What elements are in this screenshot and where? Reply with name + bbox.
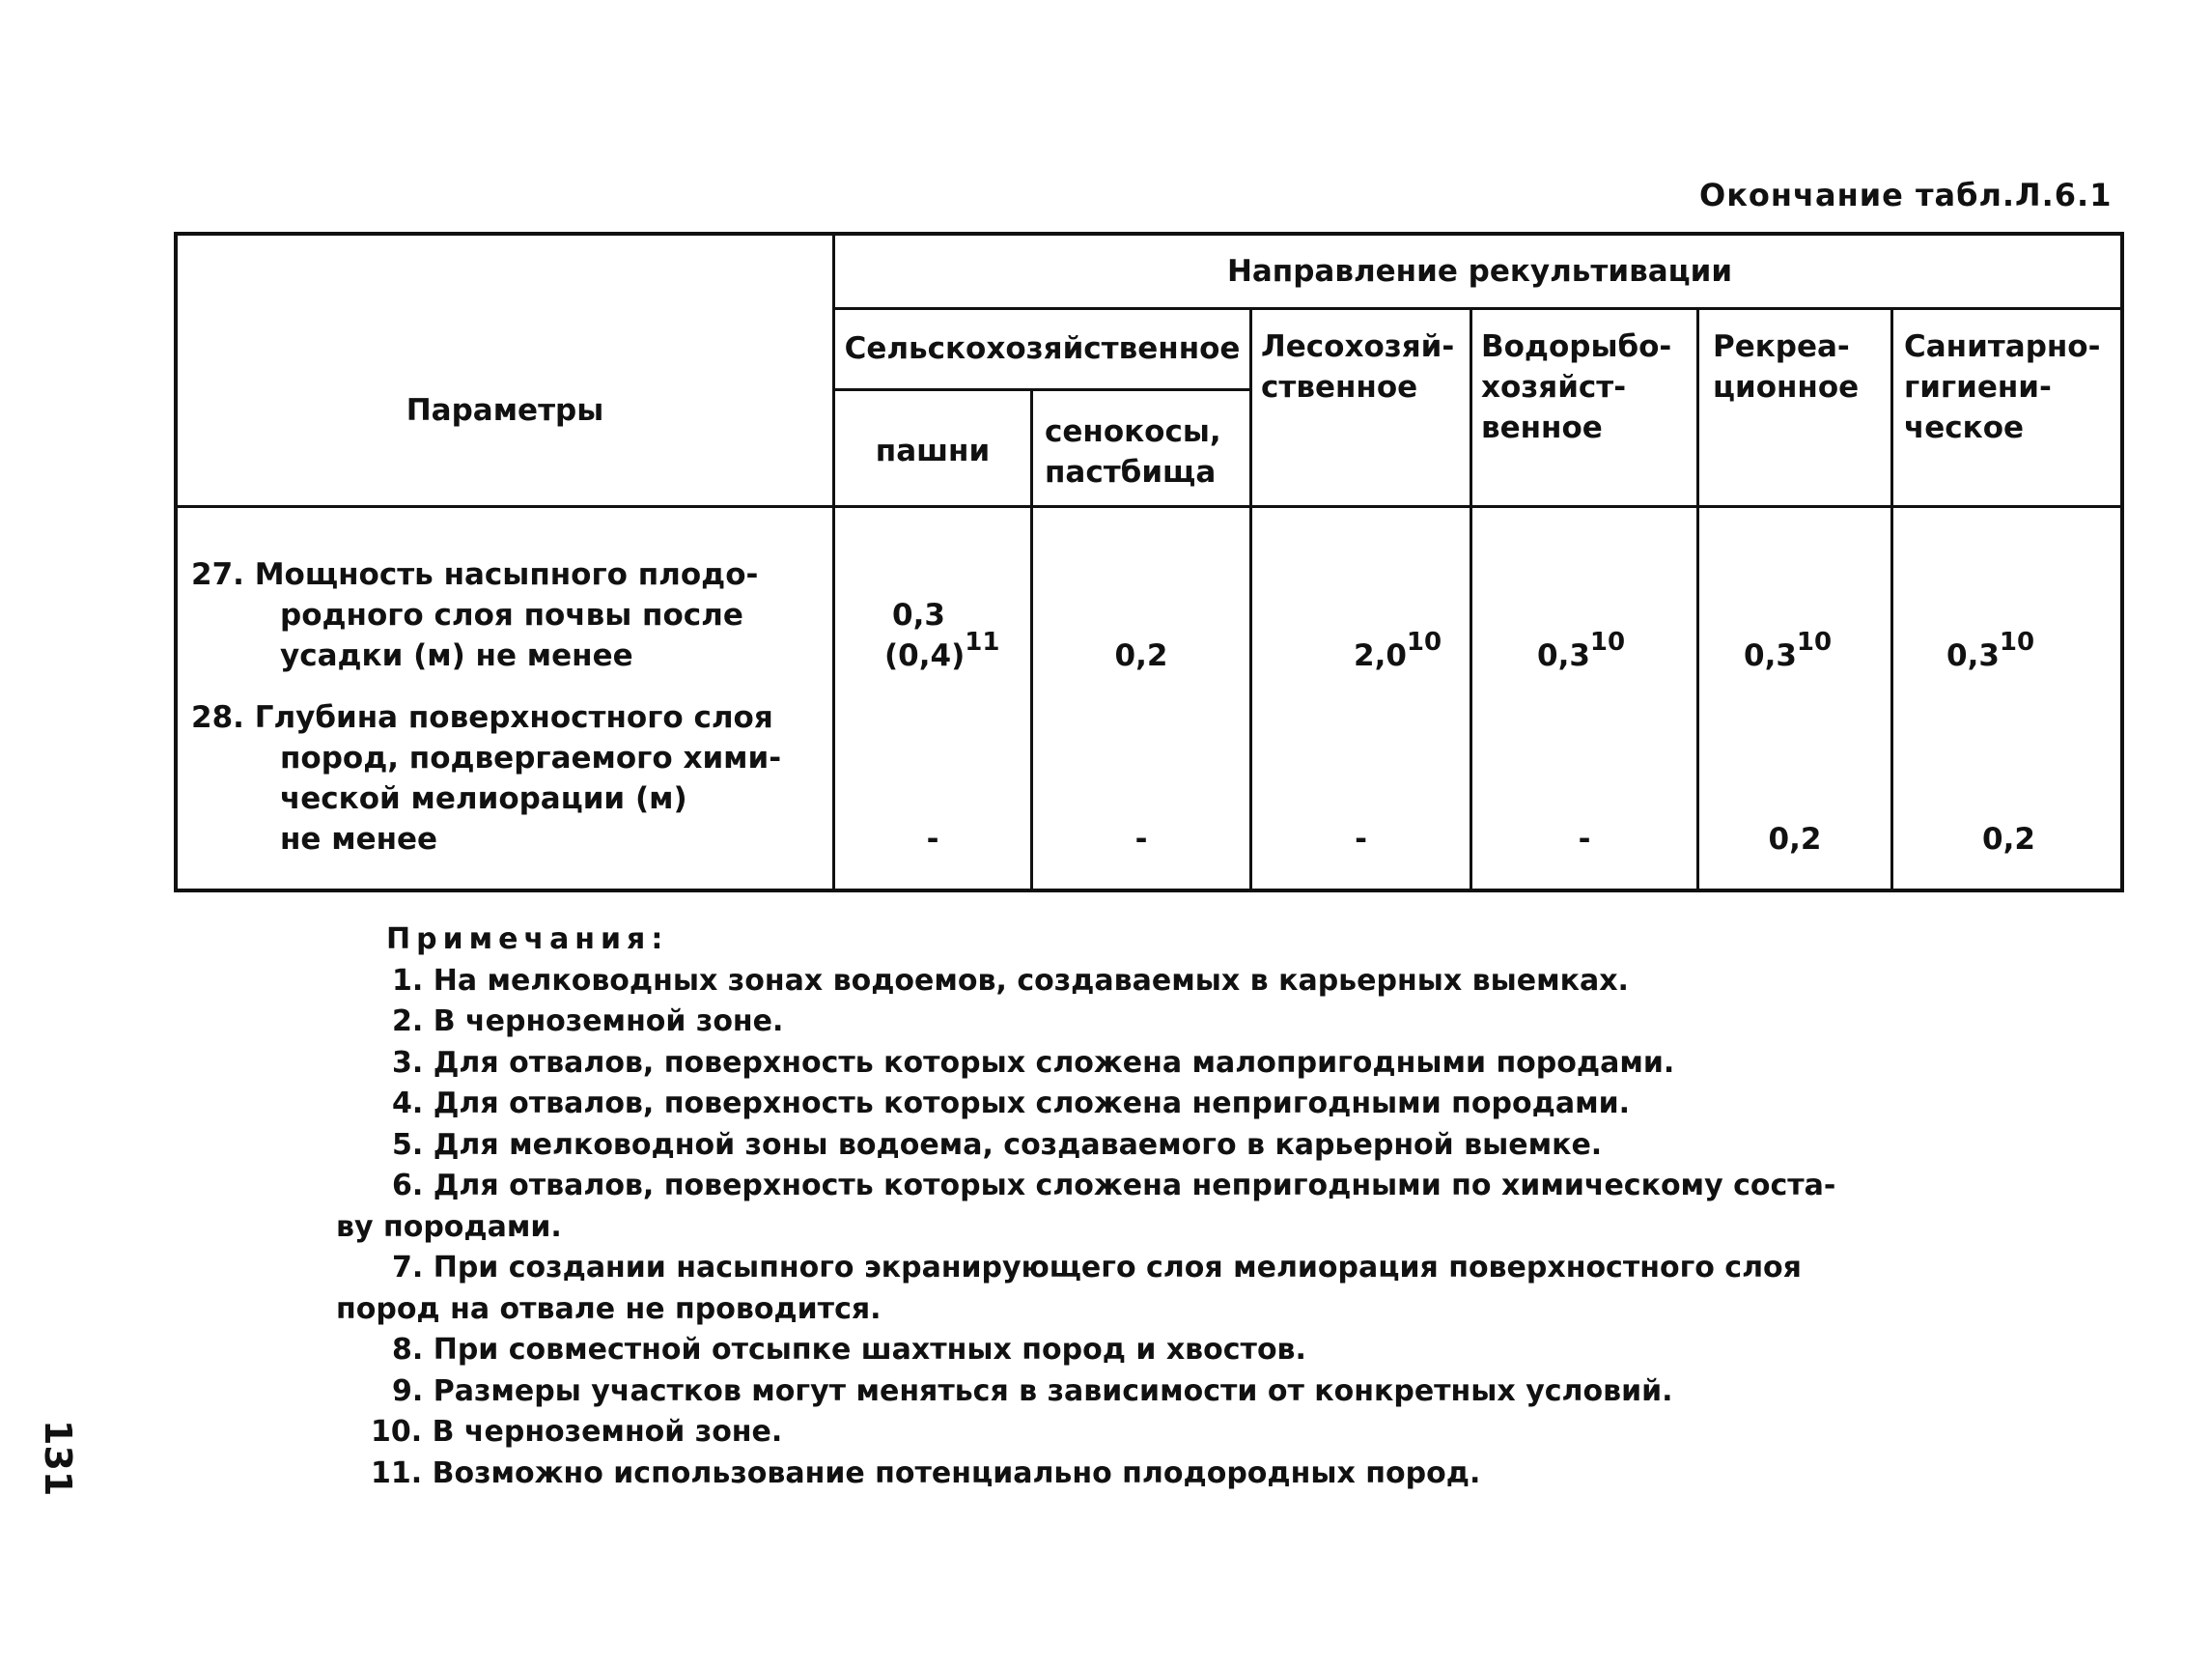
note-item: 4. Для отвалов, поверхность которых сложена непригодными породами. xyxy=(392,1087,1631,1120)
note-item: 5. Для мелководной зоны водоема, создаваемого в карьерной выемке. xyxy=(392,1127,1603,1162)
row-28-sanit: 0,2 xyxy=(1982,822,2035,857)
row-28-forest: - xyxy=(1355,822,1367,857)
row-27-arable: 0,3 xyxy=(892,598,945,633)
note-item: 6. Для отвалов, поверхность которых сложена непригодными по химическому соста- xyxy=(392,1169,1836,1202)
row-27-arable-alt: $(0,4)^{11}$ xyxy=(884,628,1000,673)
note-item: 3. Для отвалов, поверхность которых сложена малопригодными породами. xyxy=(392,1045,1675,1080)
table-caption: Окончание табл.Л.6.1 xyxy=(1699,177,2113,213)
header-direction: Направление рекультивации xyxy=(1226,254,1733,289)
divider xyxy=(1470,307,1472,892)
note-item: 11. Возможно использование потенциально плодородных пород. xyxy=(371,1455,1481,1490)
divider xyxy=(834,388,1249,391)
divider xyxy=(178,505,2124,508)
note-item: 7. При создании насыпного экранирующего слоя мелиорация поверхностного слоя xyxy=(392,1251,1802,1285)
divider xyxy=(1249,307,1252,892)
row-27-fish: $0,3^{10}$ xyxy=(1537,628,1626,673)
divider xyxy=(1890,307,1893,892)
row-27-sanit: $0,3^{10}$ xyxy=(1946,628,2035,673)
note-item-cont: пород на отвале не проводится. xyxy=(336,1291,882,1326)
note-item-cont: ву породами. xyxy=(336,1209,562,1244)
header-hay: сенокосы, пастбища xyxy=(1045,414,1221,490)
divider xyxy=(834,307,2124,310)
row-28-fish: - xyxy=(1578,822,1591,857)
header-recr: Рекреа- ционное xyxy=(1713,329,1860,405)
row-28-hay: - xyxy=(1134,822,1148,857)
note-item: 9. Размеры участков могут меняться в зависимости от конкретных условий. xyxy=(392,1373,1673,1408)
header-fish: Водорыбо- хозяйст- венное xyxy=(1481,329,1672,445)
note-item: 1. На мелководных зонах водоемов, создаваемых в карьерных выемках. xyxy=(392,963,1629,998)
note-item: 8. При совместной отсыпке шахтных пород и хвостов. xyxy=(392,1333,1306,1367)
header-params: Параметры xyxy=(406,393,604,428)
row-27-param: 27. Мощность насыпного плодо- родного слоя почвы после усадки (м) не менее xyxy=(191,557,759,673)
row-27-hay: 0,2 xyxy=(1114,638,1168,673)
note-item: 10. В черноземной зоне. xyxy=(371,1415,783,1449)
header-agri: Сельскохозяйственное xyxy=(844,331,1241,366)
notes-block xyxy=(328,919,1836,1494)
results-table xyxy=(174,232,2124,892)
notes-title: Примечания: xyxy=(386,922,669,956)
row-28-recr: 0,2 xyxy=(1768,822,1822,857)
row-28-param: 28. Глубина поверхностного слоя пород, подвергаемого хими- ческой мелиорации (м) не менее xyxy=(191,700,782,857)
row-27-recr: $0,3^{10}$ xyxy=(1744,628,1833,673)
row-28-arable: - xyxy=(926,822,939,857)
row-27-forest: $2,0^{10}$ xyxy=(1354,628,1442,673)
divider xyxy=(1696,307,1699,892)
header-arable: пашни xyxy=(875,434,991,468)
header-forest: Лесохозяй- ственное xyxy=(1261,329,1455,405)
note-item: 2. В черноземной зоне. xyxy=(392,1004,784,1038)
header-sanit: Санитарно- гигиени- ческое xyxy=(1904,329,2101,445)
page-number: 131 xyxy=(37,1420,79,1497)
